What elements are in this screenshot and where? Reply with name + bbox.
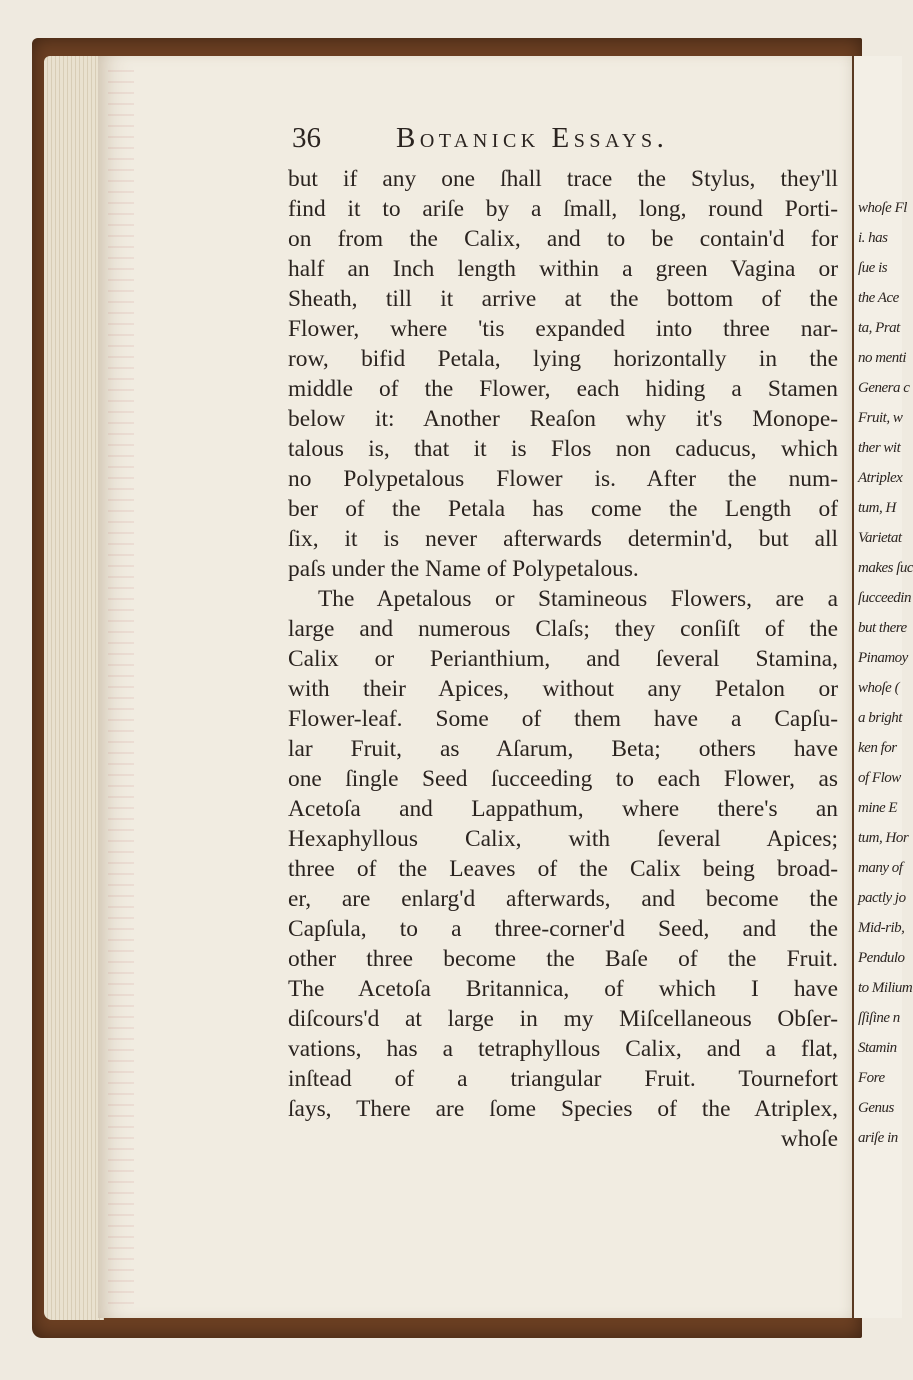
facing-page-fragment: ken for xyxy=(858,740,897,756)
facing-page-fragment: Genera c xyxy=(858,380,910,396)
text-line: ſays, There are ſome Species of the Atriplex, xyxy=(288,1096,838,1122)
facing-page-fragment: to Milium xyxy=(858,980,913,996)
text-line: Hexaphyllous Calix, with ſeveral Apices; xyxy=(288,826,838,852)
text-line: The Acetoſa Britannica, of which I have xyxy=(288,976,838,1002)
text-line: talous is, that it is Flos non caducus, which xyxy=(288,436,838,462)
facing-page-fragment: Varietat xyxy=(858,530,902,546)
text-line: large and numerous Claſs; they conſiſt of the xyxy=(288,616,838,642)
text-line: Sheath, till it arrive at the bottom of the xyxy=(288,286,838,312)
text-line: ſix, it is never afterwards determin'd, but all xyxy=(288,526,838,552)
text-line: Flower-leaf. Some of them have a Capſu- xyxy=(288,706,838,732)
facing-page-fragment: ſſiſine n xyxy=(858,1010,900,1026)
text-line: er, are enlarg'd afterwards, and become the xyxy=(288,886,838,912)
facing-page-fragment: Fruit, w xyxy=(858,410,903,426)
text-line: paſs under the Name of Polypetalous. xyxy=(288,556,639,582)
facing-page-fragment: Fore xyxy=(858,1070,885,1086)
facing-page-fragment: but there xyxy=(858,620,907,636)
text-line: half an Inch length within a green Vagina or xyxy=(288,256,838,282)
text-line: find it to ariſe by a ſmall, long, round Porti- xyxy=(288,196,838,222)
page-title: Botanick Essays. xyxy=(396,122,669,154)
facing-page-fragment: Pinamoy xyxy=(858,650,908,666)
facing-page-fragment: pactly jo xyxy=(858,890,906,906)
gutter-stain xyxy=(108,70,134,1310)
facing-page-edge xyxy=(852,56,913,1318)
text-line: The Apetalous or Stamineous Flowers, are a xyxy=(318,586,838,612)
text-line: Capſula, to a three-corner'd Seed, and the xyxy=(288,916,838,942)
text-line: below it: Another Reaſon why it's Monope- xyxy=(288,406,838,432)
facing-page-fragment: ta, Prat xyxy=(858,320,900,336)
facing-page-fragment: ther wit xyxy=(858,440,901,456)
body-text xyxy=(288,164,838,1154)
facing-page-fragment: Atriplex xyxy=(858,470,903,486)
text-line: no Polypetalous Flower is. After the num- xyxy=(288,466,838,492)
facing-page-fragment: Genus xyxy=(858,1100,894,1116)
facing-page-fragment: ariſe in xyxy=(858,1130,898,1146)
text-line: Calix or Perianthium, and ſeveral Stamina, xyxy=(288,646,838,672)
text-line: one ſingle Seed ſucceeding to each Flower, as xyxy=(288,766,838,792)
facing-page-fragment: tum, Hor xyxy=(858,830,909,846)
facing-page-fragment: i. has xyxy=(858,230,888,246)
text-line: with their Apices, without any Petalon or xyxy=(288,676,838,702)
facing-page-fragment: makes ſuc xyxy=(858,560,913,576)
facing-page-fragment: no menti xyxy=(858,350,907,366)
text-line: Flower, where 'tis expanded into three nar- xyxy=(288,316,838,342)
facing-page-fragment: of Flow xyxy=(858,770,901,786)
facing-page-fragment: many of xyxy=(858,860,903,876)
facing-page-fragment: ſucceedin xyxy=(858,590,911,606)
text-line: Acetoſa and Lappathum, where there's an xyxy=(288,796,838,822)
text-line: other three become the Baſe of the Fruit. xyxy=(288,946,838,972)
facing-page-fragment: the Ace xyxy=(858,290,899,306)
text-line: ber of the Petala has come the Length of xyxy=(288,496,838,522)
facing-page-fragment: whoſe Fl xyxy=(858,200,907,216)
catchword: whoſe xyxy=(780,1126,838,1152)
text-line: diſcours'd at large in my Miſcellaneous Obſer- xyxy=(288,1006,838,1032)
facing-page-fragment: Mid-rib, xyxy=(858,920,905,936)
text-line: lar Fruit, as Aſarum, Beta; others have xyxy=(288,736,838,762)
text-line: on from the Calix, and to be contain'd for xyxy=(288,226,838,252)
facing-page-fragment: whoſe ( xyxy=(858,680,900,696)
text-line: but if any one ſhall trace the Stylus, they'll xyxy=(288,166,838,192)
page-number: 36 xyxy=(292,122,321,154)
facing-page-fragment: a bright xyxy=(858,710,902,726)
facing-page-fragment: mine E xyxy=(858,800,898,816)
facing-page-fragment: tum, H xyxy=(858,500,896,516)
text-line: row, bifid Petala, lying horizontally in the xyxy=(288,346,838,372)
running-head xyxy=(292,122,752,162)
facing-page-fragment: Pendulo xyxy=(858,950,905,966)
text-line: inſtead of a triangular Fruit. Tournefort xyxy=(288,1066,838,1092)
text-line: middle of the Flower, each hiding a Stamen xyxy=(288,376,838,402)
page-edges xyxy=(44,56,104,1320)
text-line: three of the Leaves of the Calix being broad- xyxy=(288,856,838,882)
facing-page-fragment: Stamin xyxy=(858,1040,897,1056)
facing-page-fragment: ſue is xyxy=(858,260,888,276)
text-line: vations, has a tetraphyllous Calix, and a flat, xyxy=(288,1036,838,1062)
